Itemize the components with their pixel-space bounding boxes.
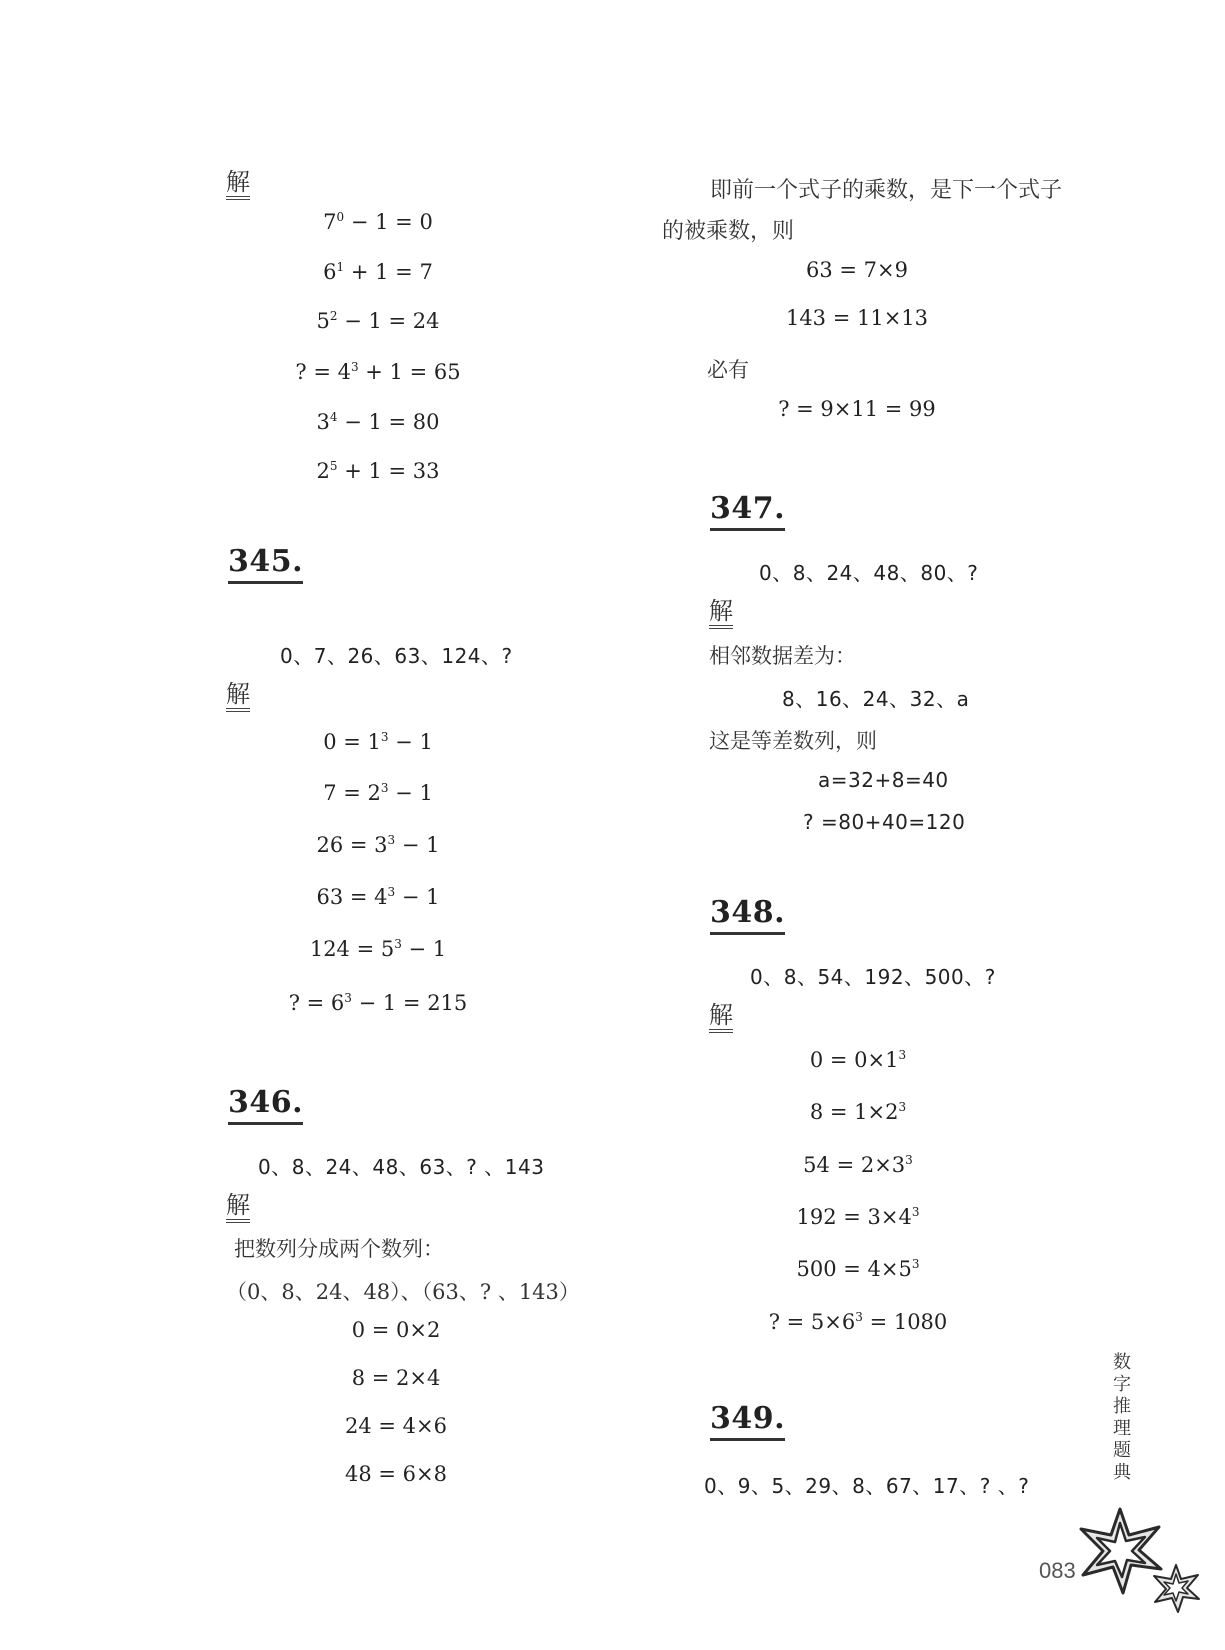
equation-5: $500 = 4\times 5^3$ bbox=[796, 1257, 920, 1281]
explanation-text: 这是等差数列，则 bbox=[709, 729, 877, 753]
equation-1: 63 = 7×9 bbox=[806, 258, 908, 282]
title-char: 理 bbox=[1113, 1418, 1131, 1439]
solution-label: 解 bbox=[226, 682, 250, 712]
equation-4: $63 = 4^3 - 1$ bbox=[316, 885, 440, 909]
problem-number: 346. bbox=[228, 1088, 303, 1125]
continuation-text: 的被乘数，则 bbox=[662, 219, 795, 244]
title-char: 字 bbox=[1113, 1374, 1131, 1395]
equation-2: $7 = 2^3 - 1$ bbox=[323, 781, 433, 805]
explanation-text: 把数列分成两个数列： bbox=[234, 1237, 444, 1261]
small-star-burst-icon bbox=[1150, 1562, 1202, 1614]
problem-number: 347. bbox=[710, 494, 785, 531]
problem-sequence: 0、8、24、48、80、? bbox=[759, 561, 979, 585]
explanation-text: 相邻数据差为： bbox=[709, 644, 856, 668]
equation-4: $192 = 3\times 4^3$ bbox=[796, 1205, 920, 1229]
split-sequences: （0、8、24、48）、（63、? 、143） bbox=[226, 1280, 580, 1304]
problem-sequence: 0、8、54、192、500、? bbox=[750, 965, 996, 989]
equation-2: $6^1 + 1 = 7$ bbox=[323, 260, 433, 284]
equation-5: $124 = 5^3 - 1$ bbox=[309, 937, 447, 961]
title-char: 推 bbox=[1113, 1396, 1131, 1417]
equation-1: $7^0 - 1 = 0$ bbox=[323, 210, 433, 234]
difference-sequence: 8、16、24、32、a bbox=[782, 687, 970, 711]
equation-6: ? = $5\times 6^3 = 1080$ bbox=[768, 1310, 948, 1334]
book-title-vertical bbox=[1110, 1352, 1134, 1484]
equation-5: $3^4 - 1 = 80$ bbox=[316, 410, 440, 434]
continuation-text: 即前一个式子的乘数，是下一个式子 bbox=[710, 178, 1063, 203]
equation-1: 0 = 0×2 bbox=[351, 1318, 441, 1342]
problem-number: 348. bbox=[710, 898, 785, 935]
equation-3: $5^2 - 1 = 24$ bbox=[316, 309, 440, 333]
equation-3: 24 = 4×6 bbox=[345, 1414, 447, 1438]
solution-label: 解 bbox=[226, 170, 250, 200]
title-char: 题 bbox=[1113, 1440, 1131, 1461]
equation-3: $54 = 2\times 3^3$ bbox=[803, 1153, 913, 1177]
equation-2: ? =80+40=120 bbox=[803, 810, 966, 834]
equation-1: $0 = 1^3 - 1$ bbox=[323, 730, 433, 754]
equation-3: ? = 9×11 = 99 bbox=[778, 397, 936, 421]
equation-6: $2^5 + 1 = 33$ bbox=[316, 459, 440, 483]
equation-2: 8 = 2×4 bbox=[351, 1366, 441, 1390]
problem-sequence: 0、7、26、63、124、? bbox=[280, 644, 513, 668]
problem-sequence: 0、9、5、29、8、67、17、? 、? bbox=[704, 1474, 1030, 1498]
solution-label: 解 bbox=[226, 1193, 250, 1223]
explanation-text: 必有 bbox=[707, 358, 749, 382]
problem-number: 349. bbox=[710, 1404, 785, 1441]
equation-2: 143 = 11×13 bbox=[785, 306, 929, 330]
equation-4: ? = $4^3 + 1 = 65$ bbox=[295, 360, 461, 384]
title-char: 数 bbox=[1113, 1352, 1131, 1373]
page-number: 083 bbox=[1039, 1558, 1076, 1583]
title-char: 典 bbox=[1113, 1462, 1131, 1483]
equation-4: 48 = 6×8 bbox=[345, 1462, 447, 1486]
problem-sequence: 0、8、24、48、63、? 、143 bbox=[258, 1155, 545, 1179]
equation-1: $0 = 0\times 1^3$ bbox=[809, 1048, 907, 1072]
equation-6: ? = $6^3 - 1 = 215$ bbox=[288, 991, 468, 1015]
problem-number: 345. bbox=[228, 547, 303, 584]
equation-1: a=32+8=40 bbox=[818, 768, 949, 792]
equation-3: $26 = 3^3 - 1$ bbox=[316, 833, 440, 857]
solution-label: 解 bbox=[709, 599, 733, 629]
solution-label: 解 bbox=[709, 1003, 733, 1033]
equation-2: $8 = 1\times 2^3$ bbox=[809, 1100, 907, 1124]
